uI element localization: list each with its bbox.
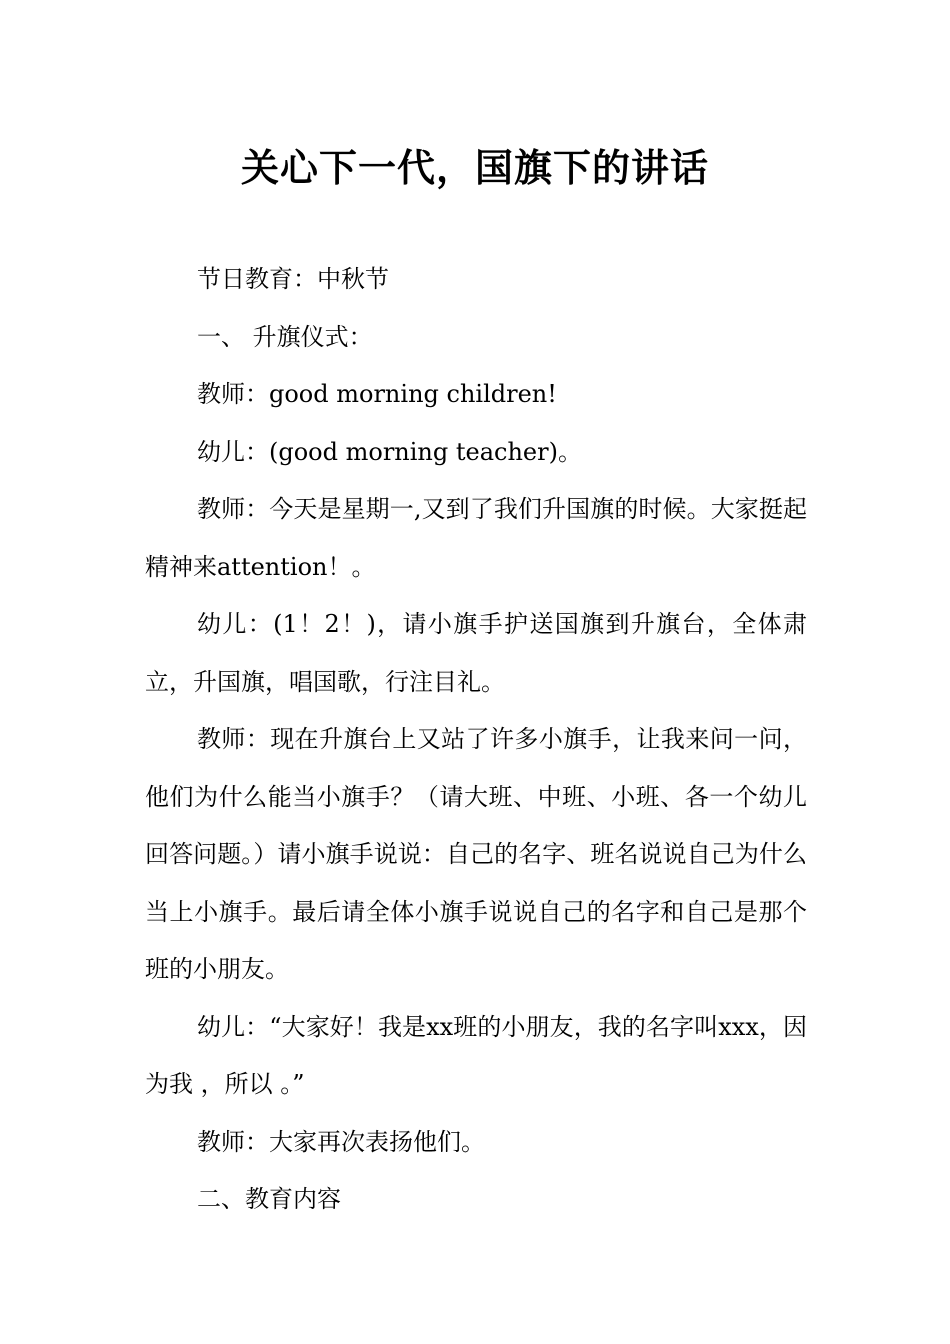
paragraph-section-2-heading: 二、教育内容 <box>197 1185 341 1213</box>
paragraph-teacher-attention: 教师：今天是星期一,又到了我们升国旗的时候。大家挺起精神来attention！。 <box>145 495 807 581</box>
paragraph-teacher-greeting: 教师：good morning children! <box>197 380 557 408</box>
document-body <box>145 251 807 1229</box>
paragraph-teacher-praise: 教师：大家再次表扬他们。 <box>197 1127 485 1156</box>
page-title: 关心下一代，国旗下的讲话 <box>240 146 709 191</box>
paragraph-children-introduction: 幼儿：“大家好！我是xx班的小朋友，我的名字叫xxx，因为我 ，所以 。” <box>145 1012 807 1098</box>
paragraph-teacher-flag-bearers: 教师：现在升旗台上又站了许多小旗手，让我来问一问，他们为什么能当小旗手？（请大班、中班、小班、各一个幼儿回答问题。）请小旗手说说：自己的名字、班名说说自己为什么当上小旗手。最后请全体小旗手说说自己的名字和自己是那个班的小朋友。 <box>145 725 807 983</box>
paragraph-section-1-heading: 一、 升旗仪式： <box>197 322 373 351</box>
paragraph-children-greeting: 幼儿：(good morning teacher)。 <box>197 437 582 466</box>
paragraph-festival-topic: 节日教育：中秋节 <box>197 265 389 293</box>
paragraph-children-flag-raising: 幼儿：(1！2！)，请小旗手护送国旗到升旗台，全体肃立，升国旗，唱国歌，行注目礼。 <box>145 610 807 696</box>
